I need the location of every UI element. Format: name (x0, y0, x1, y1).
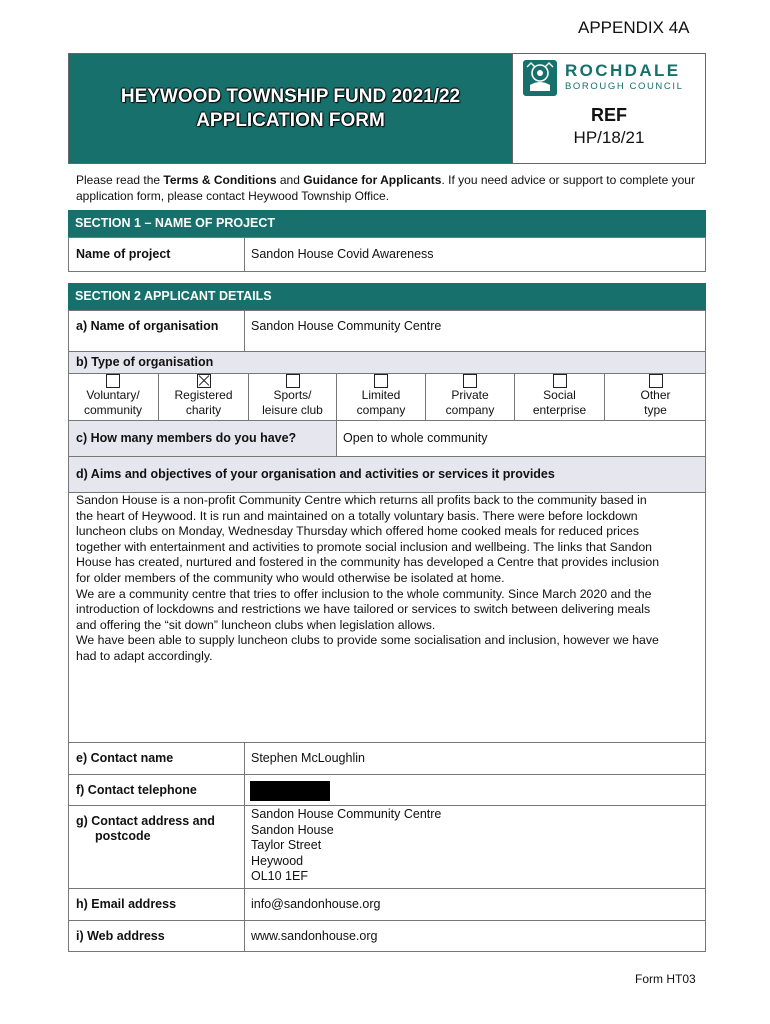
org-type-other[interactable] (605, 373, 706, 421)
address-value[interactable] (251, 807, 441, 885)
contact-name-label: e) Contact name (76, 751, 174, 765)
aims-line: together with entertainment and activities to promote social inclusion and wellbeing. The links that Sandon (76, 539, 653, 554)
address-label-line1: g) Contact address and (76, 814, 215, 828)
form-title-line1: HEYWOOD TOWNSHIP FUND 2021/22 (120, 86, 461, 107)
aims-line: House has created, nurtured and fostered in the community has developed a Centre that provides inclusion (76, 555, 660, 570)
org-name-value[interactable]: Sandon House Community Centre (251, 319, 442, 333)
checkbox-charity-checked[interactable] (197, 374, 211, 388)
guidance-link-text: Guidance for Applicants (303, 173, 442, 187)
email-value[interactable]: info@sandonhouse.org (251, 897, 381, 911)
section2-heading: SECTION 2 APPLICANT DETAILS (68, 283, 706, 310)
ref-label: REF (591, 105, 627, 125)
org-type-private[interactable] (426, 373, 515, 421)
intro-suffix: . If you need advice or support to complete your application form, please contact Heywood Township Office. (76, 173, 695, 203)
aims-line: We have been able to supply luncheon clubs to provide some socialisation and inclusion, however we have (76, 633, 659, 648)
address-line: Sandon House (251, 822, 334, 837)
type-label-line2: leisure club (262, 403, 323, 417)
type-label-line1: Private (451, 388, 489, 402)
members-value[interactable]: Open to whole community (343, 431, 488, 445)
type-label-line1: Other (640, 388, 671, 402)
type-label-line2: community (83, 403, 142, 417)
type-label-line2: enterprise (532, 403, 587, 417)
section1-heading: SECTION 1 – NAME OF PROJECT (68, 210, 706, 237)
address-label-line2: postcode (95, 829, 151, 843)
address-line: Taylor Street (251, 838, 322, 852)
checkbox-private[interactable] (463, 374, 477, 388)
contact-name-value[interactable]: Stephen McLoughlin (251, 751, 365, 765)
aims-line: had to adapt accordingly. (76, 648, 213, 663)
org-type-label: b) Type of organisation (76, 355, 214, 369)
type-label-line1: Limited (361, 388, 401, 402)
checkbox-voluntary[interactable] (106, 374, 120, 388)
logo-subtitle: BOROUGH COUNCIL (565, 81, 684, 92)
org-type-charity[interactable] (159, 373, 249, 421)
intro-prefix: Please read the (76, 173, 164, 187)
web-value[interactable]: www.sandonhouse.org (251, 929, 378, 943)
type-label-line1: Social (543, 388, 576, 402)
aims-text (76, 493, 701, 665)
type-label-line2: company (356, 403, 406, 417)
intro-and: and (276, 173, 304, 187)
checkbox-sports[interactable] (286, 374, 300, 388)
org-type-limited[interactable] (337, 373, 426, 421)
title-panel (69, 54, 512, 163)
checkbox-limited[interactable] (374, 374, 388, 388)
intro-text (76, 172, 701, 204)
type-label-line1: Voluntary/ (86, 388, 140, 402)
aims-line: We are a community centre that tries to offer inclusion to the whole community. Since March 2020 and the (76, 586, 652, 601)
type-label-line1: Sports/ (273, 388, 312, 402)
aims-line: for older members of the community who would otherwise be isolated at home. (76, 570, 505, 585)
web-label: i) Web address (76, 929, 165, 943)
form-code-footer: Form HT03 (635, 972, 696, 986)
project-name-value[interactable]: Sandon House Covid Awareness (251, 247, 434, 261)
aims-line: the heart of Heywood. It is run and maintained on a totally voluntary basis. There were before lockdown (76, 508, 638, 523)
telephone-label: f) Contact telephone (76, 783, 197, 797)
aims-line: and offering the “sit down” luncheon clubs when legislation allows. (76, 617, 436, 632)
address-line: OL10 1EF (251, 869, 308, 883)
org-name-label: a) Name of organisation (76, 319, 219, 333)
appendix-label: APPENDIX 4A (578, 18, 690, 37)
project-name-label: Name of project (76, 247, 171, 261)
members-label: c) How many members do you have? (76, 431, 297, 445)
address-line: Heywood (251, 853, 304, 868)
aims-label: d) Aims and objectives of your organisation and activities or services it provides (76, 467, 555, 481)
checkbox-other[interactable] (649, 374, 663, 388)
rochdale-crest-icon (522, 59, 558, 97)
checkbox-social[interactable] (553, 374, 567, 388)
aims-line: Sandon House is a non-profit Community Centre which returns all profits back to the community based in (76, 493, 647, 507)
terms-link-text: Terms & Conditions (163, 173, 277, 187)
ref-value: HP/18/21 (573, 128, 645, 147)
org-type-sports[interactable] (249, 373, 337, 421)
email-label: h) Email address (76, 897, 177, 911)
address-line: Sandon House Community Centre (251, 807, 442, 821)
logo-name: ROCHDALE (565, 61, 681, 80)
aims-line: introduction of lockdowns and restrictions we have tailored or services to switch between delivering meals (76, 602, 651, 617)
org-type-social[interactable] (515, 373, 605, 421)
org-type-voluntary[interactable] (68, 373, 159, 421)
type-label-line1: Registered (174, 388, 233, 402)
redacted-telephone (250, 781, 330, 801)
type-label-line2: charity (185, 403, 222, 417)
form-title-line2: APPLICATION FORM (196, 110, 385, 131)
aims-line: luncheon clubs on Monday, Wednesday Thursday which offered home cooked meals for reduced prices (76, 524, 640, 539)
type-label-line2: company (445, 403, 495, 417)
type-label-line2: type (644, 403, 667, 417)
